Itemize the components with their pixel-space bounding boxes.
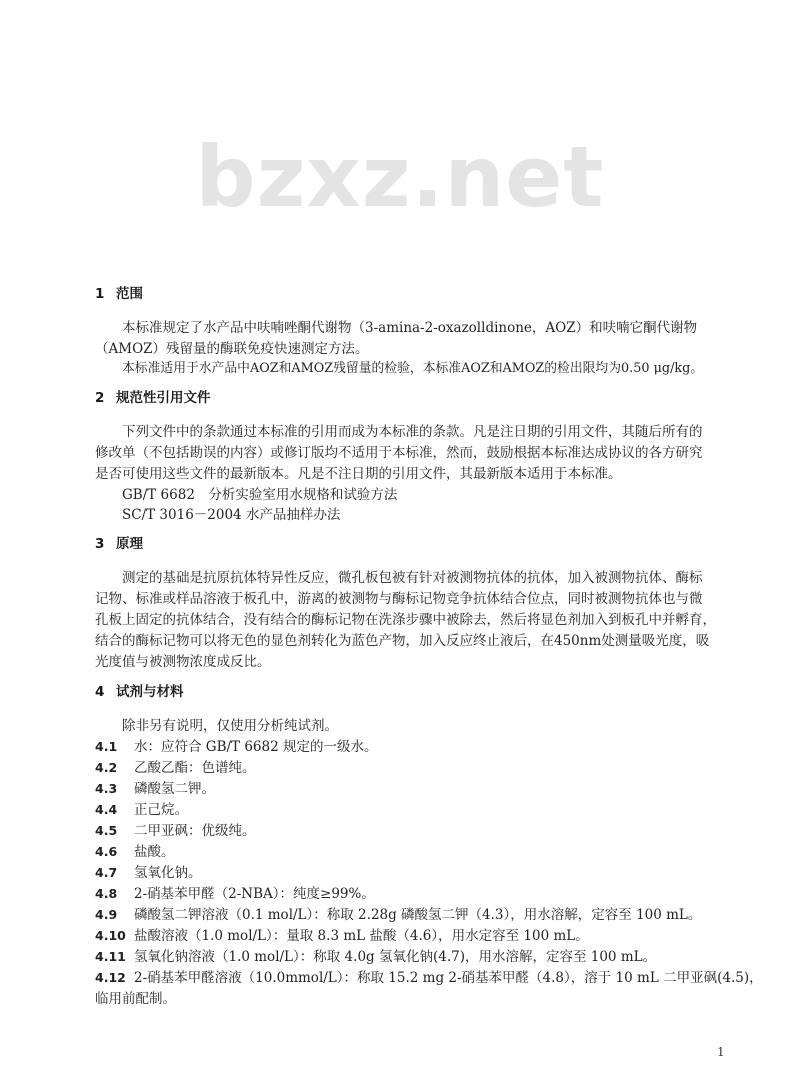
item-number: 4.8	[95, 886, 118, 901]
list-item	[95, 882, 725, 902]
reference-item: GB/T 6682 分析实验室用水规格和试验方法	[122, 487, 398, 503]
item-text: 磷酸氢二钾。	[134, 781, 215, 797]
item-text: 2-硝基苯甲醛溶液（10.0mmol/L）：称取 15.2 mg 2-硝基苯甲醛（4.8），溶于 10 mL 二甲亚砜(4.5)，	[134, 970, 763, 986]
paragraph-line: （AMOZ）残留量的酶联免疫快速测定方法。	[95, 341, 369, 357]
paragraph-line: 记物、标准或样品溶液于板孔中，游离的被测物与酶标记物竞争抗体结合位点，同时被测物抗体也与微	[95, 591, 703, 607]
item-number: 4.2	[95, 760, 118, 775]
section-title: 规范性引用文件	[116, 390, 211, 406]
paragraph-line: 本标准适用于水产品中AOZ和AMOZ残留量的检验，本标准AOZ和AMOZ的检出限均为0.50 μg/kg。	[122, 361, 704, 376]
item-text: 正己烷。	[134, 802, 188, 818]
item-number: 4.6	[95, 844, 118, 859]
item-text: 氢氧化钠溶液（1.0 mol/L）：称取 4.0g 氢氧化钠(4.7)，用水溶解，定容至 100 mL。	[134, 949, 657, 965]
list-item	[95, 756, 725, 776]
list-item	[95, 777, 725, 797]
section-3-heading	[95, 532, 143, 552]
item-text: 盐酸。	[134, 844, 175, 860]
paragraph-line: 除非另有说明，仅使用分析纯试剂。	[122, 718, 338, 734]
list-item	[95, 819, 725, 839]
item-text: 水：应符合 GB/T 6682 规定的一级水。	[134, 739, 378, 755]
list-item	[95, 966, 763, 986]
paragraph-line: 是否可使用这些文件的最新版本。凡是不注日期的引用文件，其最新版本适用于本标准。	[95, 466, 622, 482]
item-number: 4.1	[95, 739, 118, 754]
list-item	[95, 798, 725, 818]
section-number: 1	[95, 286, 105, 302]
item-number: 4.9	[95, 907, 118, 922]
list-item	[95, 735, 725, 755]
paragraph-line: 结合的酶标记物可以将无色的显色剂转化为蓝色产物，加入反应终止液后，在450nm处测量吸光度，吸	[95, 633, 710, 649]
paragraph-line: 下列文件中的条款通过本标准的引用而成为本标准的条款。凡是注日期的引用文件，其随后所有的	[122, 424, 703, 440]
list-item	[95, 945, 725, 965]
item-number: 4.10	[95, 928, 126, 943]
section-1-heading	[95, 282, 143, 302]
watermark: bzxz.net	[195, 128, 605, 226]
paragraph-line: 修改单（不包括勘误的内容）或修订版均不适用于本标准，然而，鼓励根据本标准达成协议的各方研究	[95, 445, 703, 461]
item-text: 二甲亚砜：优级纯。	[134, 823, 256, 839]
paragraph-line: 光度值与被测物浓度成反比。	[95, 654, 271, 670]
list-item	[95, 903, 725, 923]
section-4-heading	[95, 680, 184, 700]
list-item	[95, 924, 725, 944]
page-number: 1	[717, 1045, 725, 1059]
item-text: 氢氧化钠。	[134, 865, 202, 881]
list-item	[95, 861, 725, 881]
item-number: 4.12	[95, 970, 126, 985]
item-text: 磷酸氢二钾溶液（0.1 mol/L）：称取 2.28g 磷酸氢二钾（4.3），用水溶解，定容至 100 mL。	[134, 907, 702, 923]
paragraph-line: 孔板上固定的抗体结合，没有结合的酶标记物在洗涤步骤中被除去，然后将显色剂加入到板孔中并孵育，	[95, 612, 716, 628]
section-number: 2	[95, 390, 105, 406]
section-title: 范围	[116, 286, 143, 302]
item-text: 盐酸溶液（1.0 mol/L）：量取 8.3 mL 盐酸（4.6），用水定容至 100 mL。	[134, 928, 589, 944]
section-number: 4	[95, 684, 105, 700]
item-text: 乙酸乙酯：色谱纯。	[134, 760, 256, 776]
item-number: 4.4	[95, 802, 118, 817]
item-number: 4.11	[95, 949, 126, 964]
section-title: 原理	[116, 536, 143, 552]
item-number: 4.7	[95, 865, 118, 880]
paragraph-line: 测定的基础是抗原抗体特异性反应，微孔板包被有针对被测物抗体的抗体，加入被测物抗体、酶标	[122, 570, 703, 586]
section-title: 试剂与材料	[116, 684, 184, 700]
paragraph-line: 本标准规定了水产品中呋喃唑酮代谢物（3-amina-2-oxazolldinone，AOZ）和呋喃它酮代谢物	[122, 320, 698, 336]
item-number: 4.5	[95, 823, 118, 838]
reference-item: SC/T 3016－2004 水产品抽样办法	[122, 507, 341, 523]
section-2-heading	[95, 386, 211, 406]
item-text: 2-硝基苯甲醛（2-NBA）：纯度≥99%。	[134, 886, 375, 902]
section-number: 3	[95, 536, 105, 552]
list-item	[95, 840, 725, 860]
item-number: 4.3	[95, 781, 118, 796]
paragraph-line: 临用前配制。	[95, 991, 176, 1007]
